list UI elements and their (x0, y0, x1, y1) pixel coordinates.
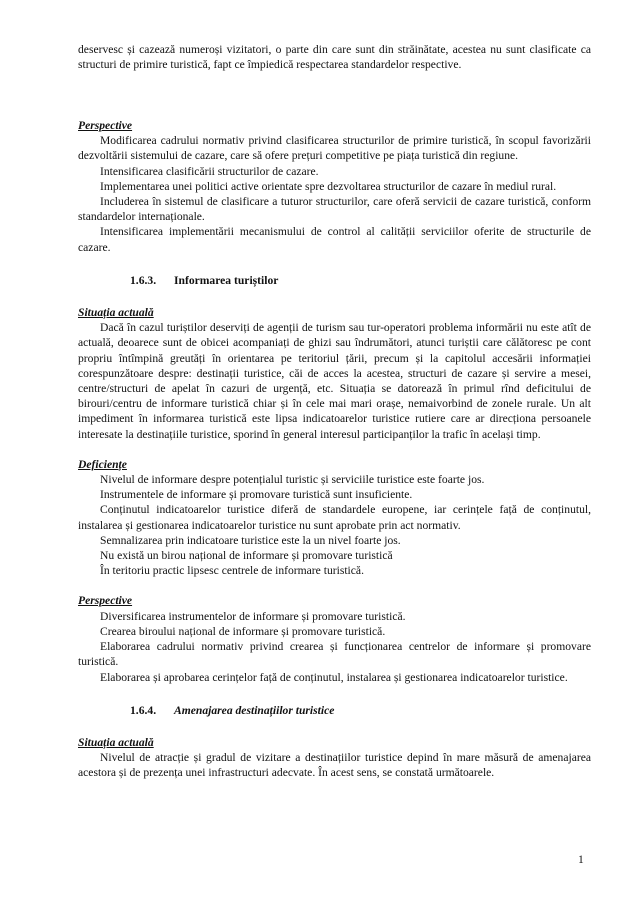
paragraph: Semnalizarea prin indicatoare turistice este la un nivel foarte jos. (100, 533, 401, 547)
paragraph: Nivelul de atracție și gradul de vizitare a destinațiilor turistice depind în mare măsură de amenajarea acestora și de prezența unei infrastructuri adecvate. În acest sens, se constată următoarele. (78, 751, 591, 780)
paragraph: În teritoriu practic lipsesc centrele de informare turistică. (100, 564, 364, 578)
paragraph: Dacă în cazul turiștilor deserviți de agenții de turism sau tur-operatori problema informării nu este atît de actuală, deoarece sunt de obicei acompaniați de ghizi sau îndrumători, atunci turiștii care călătoresc pe cont propriu întîmpină greutăți în orientarea pe teritoriul țării, precum și la capitolul accesării informației corespunzătoare despre: destinații turistice, căi de acces la acestea, structuri de cazare și servire a mesei, centre/structuri de apelat în cazuri de urgență, etc. Situația se datorează în primul rînd deficitului de birouri/centru de informare turistică chiar și în cele mai mari orașe, nemaivorbind de zonele rurale. Un alt impediment în informarea turistică este lipsa indicatoarelor turistice rutiere care ar direcționa persoanele interesate la destinațiile turistice, sporind în general interesul participanților la trafic în același timp. (78, 321, 591, 441)
section-heading-perspective: Perspective (78, 119, 133, 132)
paragraph: Intensificarea clasificării structurilor de cazare. (100, 164, 319, 178)
subsection-number: 1.6.3. (130, 273, 157, 287)
paragraph: Nu există un birou național de informare și promovare turistică (100, 549, 393, 563)
paragraph: Diversificarea instrumentelor de informare și promovare turistică. (100, 609, 406, 623)
subsection-title: Informarea turiștilor (174, 273, 279, 287)
paragraph: Intensificarea implementării mecanismului de control al calității serviciilor oferite de structurile de cazare. (78, 225, 591, 254)
intro-block (78, 42, 591, 72)
paragraph: Conținutul indicatoarelor turistice diferă de standardele europene, iar cerințele față de conținutul, instalarea și gestionarea indicatoarelor turistice nu sunt aprobate prin act normativ. (78, 503, 591, 532)
paragraph: Nivelul de informare despre potențialul turistic și serviciile turistice este foarte jos. (100, 473, 485, 487)
page-number: 1 (578, 853, 584, 866)
paragraph: Modificarea cadrului normativ privind clasificarea structurilor de primire turistică, în scopul favorizării dezvoltării sistemului de cazare, care să ofere prețuri competitive pe piața turistică din regiune. (78, 134, 591, 163)
section-heading-current-situation: Situația actuală (78, 735, 154, 749)
intro-paragraph: deservesc și cazează numeroși vizitatori, o parte din care sunt din străinătate, acestea nu sunt clasificate ca structuri de primire turistică, fapt ce împiedică respectarea standardelor respective. (78, 43, 591, 72)
paragraph: Crearea biroului național de informare și promovare turistică. (100, 624, 386, 638)
subsection-heading-1-6-4 (78, 703, 591, 718)
paragraph: Includerea în sistemul de clasificare a tuturor structurilor, care oferă servicii de cazare turistică, conform standardelor internaționale. (78, 195, 591, 224)
perspective-block-accommodation (78, 118, 591, 781)
section-heading-perspective: Perspective (78, 594, 133, 608)
subsection-number: 1.6.4. (130, 703, 157, 717)
section-heading-deficiencies: Deficiențe (78, 457, 127, 471)
paragraph: Elaborarea și aprobarea cerințelor față de conținutul, instalarea și gestionarea indicatoarelor turistice. (100, 670, 568, 684)
section-heading-current-situation: Situația actuală (78, 306, 154, 320)
paragraph: Elaborarea cadrului normativ privind crearea și funcționarea centrelor de informare și promovare turistică. (78, 640, 591, 669)
paragraph: Implementarea unei politici active orientate spre dezvoltarea structurilor de cazare în mediul rural. (100, 179, 557, 193)
subsection-title: Amenajarea destinațiilor turistice (174, 703, 335, 717)
paragraph: Instrumentele de informare și promovare turistică sunt insuficiente. (100, 488, 413, 502)
subsection-heading-1-6-3 (78, 273, 591, 288)
